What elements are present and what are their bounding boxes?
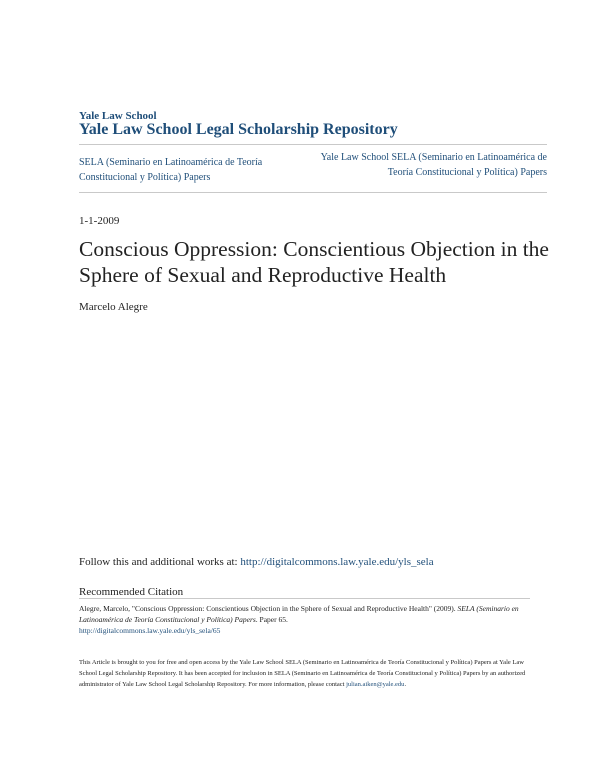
- repository-name-link[interactable]: Yale Law School Legal Scholarship Repository: [79, 121, 398, 138]
- article-title: Conscious Oppression: Conscientious Objection in the Sphere of Sexual and Reproductive Health: [79, 237, 549, 287]
- recommended-citation-heading: Recommended Citation: [79, 586, 184, 598]
- collection-link-left[interactable]: SELA (Seminario en Latinoamérica de Teoría Constitucional y Política) Papers: [79, 157, 263, 183]
- follow-url-link[interactable]: http://digitalcommons.law.yale.edu/yls_sela: [240, 556, 434, 568]
- notice-end: .: [404, 681, 407, 688]
- author-name: Marcelo Alegre: [79, 301, 148, 313]
- header-divider-top: [79, 144, 547, 145]
- publication-date: 1-1-2009: [79, 215, 120, 227]
- citation-series: SELA (Seminario en Latinoamérica de Teoría Constitucional y Política) Papers: [79, 604, 519, 624]
- citation-text-1: Alegre, Marcelo, "Conscious Oppression: Conscientious Objection in the Sphere of Sexual and Reproductive Health" (2009).: [79, 604, 458, 613]
- citation-divider: [79, 598, 530, 599]
- citation-text-2: . Paper 65.: [255, 615, 288, 624]
- header-divider-bottom: [79, 192, 547, 193]
- follow-prefix: Follow this and additional works at:: [79, 556, 241, 568]
- institution-name: Yale Law School: [79, 110, 157, 122]
- contact-email-link[interactable]: julian.aiken@yale.edu: [346, 681, 405, 688]
- citation-body: [79, 603, 534, 636]
- notice-text: This Article is brought to you for free and open access by the Yale Law School SELA (Seminario en Latinoamérica de Teoría Constitucional y Política) Papers at Yale Law School Legal Scholarship Repository. It has been accepted for inclusion in SELA (Seminario en Latinoamérica de Teoría Constitucional y Política) Papers by an authorized administrator of Yale Law School Legal Scholarship Repository. For more information, please contact: [79, 659, 526, 688]
- follow-line: [79, 556, 434, 568]
- citation-url-link[interactable]: http://digitalcommons.law.yale.edu/yls_sela/65: [79, 626, 221, 635]
- access-notice: [79, 657, 529, 690]
- collection-link-right[interactable]: Yale Law School SELA (Seminario en Latinoamérica de Teoría Constitucional y Política) Papers: [320, 152, 547, 178]
